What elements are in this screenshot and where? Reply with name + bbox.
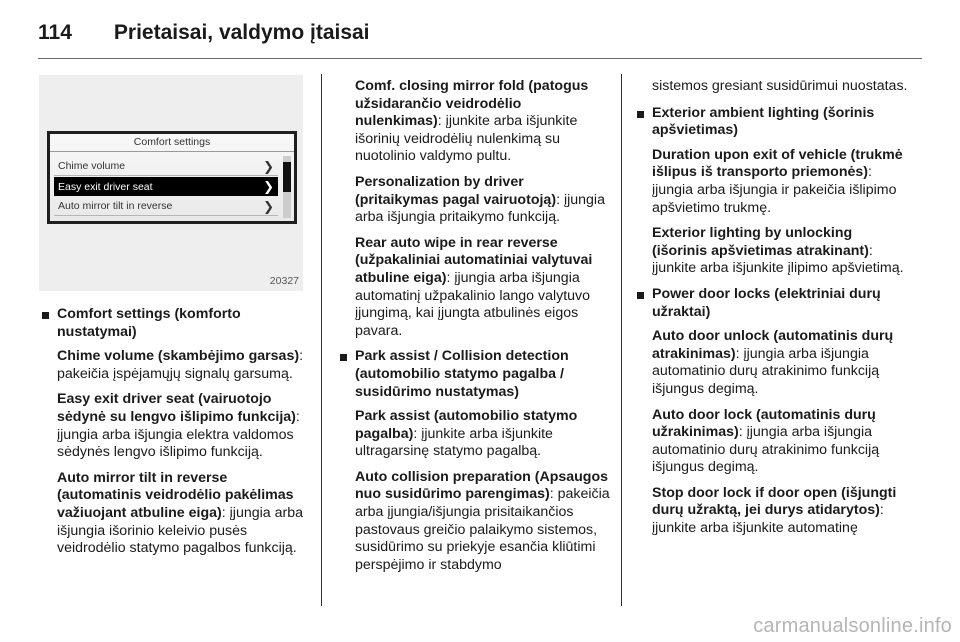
setting-term: Duration upon exit of vehicle (trukmė išlipus iš transporto priemonės) — [652, 146, 903, 181]
bullet-square-icon — [340, 354, 347, 361]
setting-desc: : įjungia arba išjungia pritaikymo funkciją. — [355, 191, 605, 226]
setting-paragraph — [652, 485, 910, 538]
setting-desc: : įjungia arba išjungia elektra valdomos sėdynės lengvo išlipimo funkciją. — [57, 408, 300, 461]
setting-term: Exterior lighting by unlocking (išorinis apšvietimas atrakinant) — [652, 225, 869, 259]
header-rule — [38, 58, 922, 59]
column-2 — [355, 78, 610, 582]
setting-term: Chime volume (skambėjimo garsas) — [57, 348, 300, 365]
setting-desc: : įjunkite arba išjunkite automatinę — [652, 502, 884, 537]
display-screen — [47, 131, 297, 224]
setting-paragraph — [652, 328, 910, 398]
bullet-heading: Park assist / Collision detection (automobilio statymo pagalba / susidūrimo nustatymas) — [355, 348, 569, 400]
setting-term: Comf. closing mirror fold (patogus užsidarančio veidrodėlio nulenkimas) — [355, 78, 589, 130]
bullet-comfort-settings — [42, 306, 310, 341]
setting-paragraph — [355, 235, 610, 341]
comfort-settings-figure — [39, 75, 303, 291]
setting-term: Personalization by driver (pritaikymas pagal vairuotoją) — [355, 173, 557, 208]
setting-paragraph — [652, 225, 910, 278]
setting-term: Auto door lock (automatinis durų užrakinimas) — [652, 406, 876, 441]
page-number: 114 — [38, 21, 72, 44]
page-header — [38, 10, 922, 56]
setting-term: Auto door unlock (automatinis durų atrakinimas) — [652, 328, 894, 362]
menu-item-label: Easy exit driver seat — [58, 180, 153, 193]
screen-title: Comfort settings — [50, 134, 294, 152]
setting-desc: : įjungia arba išjungia išorinio keleivio pusės veidrodėlio statymo pagalbos funkciją. — [57, 504, 304, 557]
setting-desc: : įjungia arba išjungia automatinio durų atrakinimo funkciją išjungus degimą. — [652, 345, 880, 397]
chapter-title: Prietaisai, valdymo įtaisai — [113, 21, 370, 44]
setting-term: Easy exit driver seat (vairuotojo sėdynė su lengvo išlipimo funkcija) — [57, 391, 296, 425]
column-1 — [42, 306, 310, 566]
setting-paragraph — [355, 78, 610, 166]
watermark: carmanualsonline.info — [753, 615, 952, 637]
setting-term: Auto mirror tilt in reverse (automatinis veidrodėlio pakėlimas važiuojant atbuline eiga) — [57, 469, 294, 521]
setting-desc: : įjungia arba išjungia automatinio durų atrakinimo funkciją išjungus degimą. — [652, 424, 880, 476]
display-screen-inner — [50, 134, 294, 221]
bullet-heading: Comfort settings (komforto nustatymai) — [57, 306, 241, 340]
setting-paragraph — [57, 470, 310, 558]
menu-scrollbar-thumb[interactable] — [283, 162, 291, 192]
comfort-settings-items — [57, 348, 310, 558]
setting-desc: : įjunkite arba išjunkite įlipimo apšvietimą. — [652, 242, 904, 277]
setting-paragraph — [355, 174, 610, 227]
bullet-park-assist — [340, 348, 610, 401]
menu-item-easy-exit-driver-seat[interactable] — [54, 177, 278, 196]
column-divider-2 — [621, 74, 622, 606]
setting-paragraph — [652, 407, 910, 477]
menu-item-auto-mirror-tilt[interactable] — [54, 197, 278, 216]
continuation-text: sistemos gresiant susidūrimui nuostatas. — [652, 78, 908, 94]
menu-item-label: Chime volume — [58, 160, 126, 172]
menu-scrollbar[interactable] — [283, 156, 291, 218]
setting-paragraph — [57, 348, 310, 383]
setting-paragraph — [355, 408, 610, 461]
setting-paragraph — [57, 391, 310, 461]
bullet-square-icon — [637, 292, 644, 299]
setting-desc: : įjunkite arba išjunkite išorinių veidrodėlių nulenkimą su nuotolinio valdymo pultu. — [355, 113, 578, 165]
bullet-square-icon — [42, 312, 49, 319]
setting-paragraph — [652, 147, 910, 217]
bullet-heading: Power door locks (elektriniai durų užraktai) — [652, 285, 881, 320]
setting-desc: : įjungia arba išjungia ir pakeičia išlipimo apšvietimo trukmę. — [652, 164, 897, 216]
setting-term: Park assist (automobilio statymo pagalba) — [355, 408, 578, 442]
bullet-power-door-locks — [637, 286, 910, 321]
setting-paragraph — [355, 469, 610, 575]
figure-number: 20327 — [269, 275, 299, 287]
setting-term: Auto collision preparation (Apsaugos nuo susidūrimo parengimas) — [355, 468, 609, 503]
setting-term: Rear auto wipe in rear reverse (užpakaliniai automatiniai valytuvai atbuline eiga) — [355, 234, 593, 286]
column-divider-1 — [321, 74, 322, 606]
setting-desc: : pakeičia įspėjamųjų signalų garsumą. — [57, 348, 304, 382]
chevron-right-icon: ❯ — [263, 198, 274, 214]
chevron-right-icon: ❯ — [263, 179, 274, 194]
chevron-right-icon: ❯ — [263, 158, 274, 174]
menu-item-label: Auto mirror tilt in reverse — [58, 200, 173, 212]
menu-item-chime-volume[interactable] — [54, 157, 278, 176]
setting-desc: : įjungia arba išjungia automatinį užpakalinio lango valytuvo įjungimą, kai įjungta atbulinės eigos pavara. — [355, 269, 591, 339]
bullet-exterior-lighting — [637, 105, 910, 140]
bullet-square-icon — [637, 111, 644, 118]
setting-desc: : pakeičia arba įjungia/išjungia prisitaikančios pastovaus greičio palaikymo sistemos, susidūrimo su priekyje esančia kliūtimi perspėjimo ir stabdymo — [355, 486, 610, 573]
setting-term: Stop door lock if door open (išjungti durų užraktą, jei durys atidarytos) — [652, 484, 897, 519]
setting-desc: : įjunkite arba išjunkite ultragarsinę statymo pagalbą. — [355, 425, 553, 460]
column-3 — [652, 78, 910, 546]
bullet-heading: Exterior ambient lighting (šorinis apšvietimas) — [652, 104, 875, 139]
